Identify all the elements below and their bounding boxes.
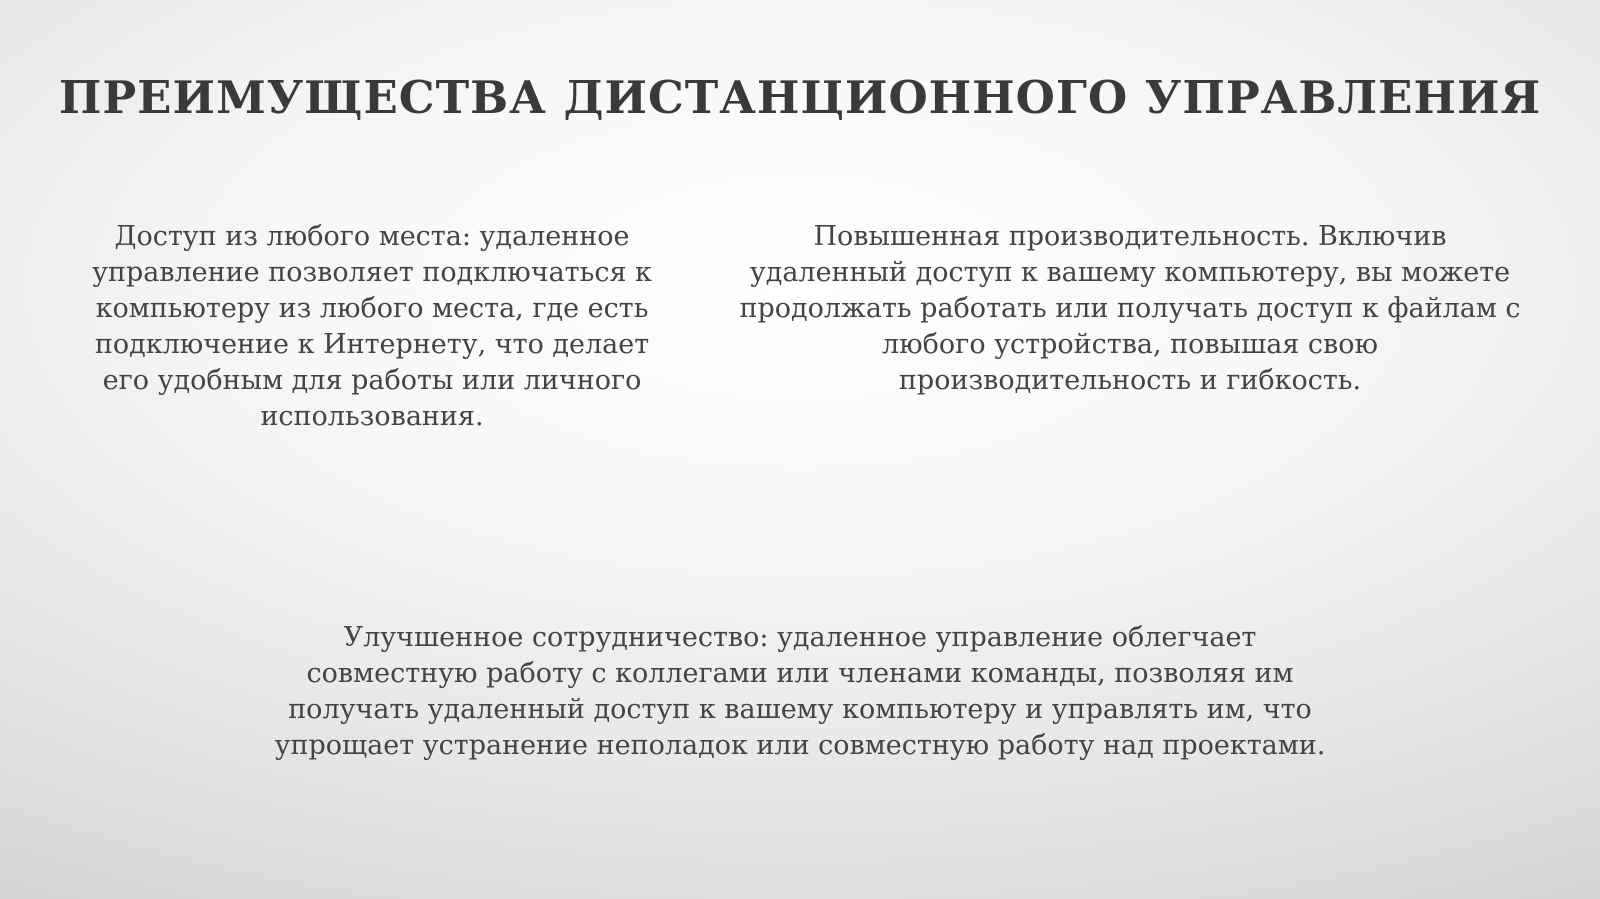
- text-line: любого устройства, повышая свою: [882, 329, 1378, 360]
- text-line: его удобным для работы или личного: [102, 365, 642, 396]
- text-line: управление позволяет подключаться к: [92, 257, 652, 288]
- text-line: Повышенная производительность. Включив: [813, 221, 1447, 252]
- text-line: удаленный доступ к вашему компьютеру, вы можете: [749, 257, 1511, 288]
- collaboration-text: [200, 620, 1400, 764]
- access-anywhere-text: [62, 219, 682, 435]
- text-line: подключение к Интернету, что делает: [94, 329, 650, 360]
- slide-title: ПРЕИМУЩЕСТВА ДИСТАНЦИОННОГО УПРАВЛЕНИЯ: [58, 71, 1542, 124]
- productivity-text: [700, 219, 1560, 399]
- text-line: Доступ из любого места: удаленное: [114, 221, 630, 252]
- text-line: производительность и гибкость.: [898, 365, 1362, 396]
- text-line: получать удаленный доступ к вашему компьютеру и управлять им, что: [288, 694, 1312, 725]
- text-line: упрощает устранение неполадок или совместную работу над проектами.: [274, 730, 1326, 761]
- text-line: продолжать работать или получать доступ к файлам с: [739, 293, 1521, 324]
- text-line: использования.: [260, 401, 484, 432]
- text-line: компьютеру из любого места, где есть: [95, 293, 649, 324]
- text-line: совместную работу с коллегами или членами команды, позволяя им: [306, 658, 1294, 689]
- text-line: Улучшенное сотрудничество: удаленное управление облегчает: [343, 622, 1257, 653]
